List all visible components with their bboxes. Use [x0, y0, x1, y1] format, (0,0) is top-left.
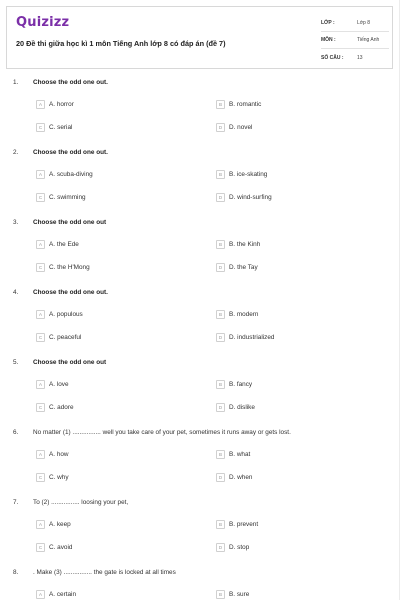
option-label: D. dislike	[229, 403, 255, 411]
option-letter-box: B	[216, 450, 225, 459]
answer-option-b[interactable]	[216, 379, 252, 389]
option-letter-box: B	[216, 170, 225, 179]
answer-option-d[interactable]	[216, 402, 255, 412]
question-number: 7.	[13, 499, 19, 506]
option-label: B. sure	[229, 590, 250, 598]
answer-option-c[interactable]	[36, 402, 74, 412]
answer-option-d[interactable]	[216, 192, 272, 202]
answer-option-a[interactable]	[36, 449, 69, 459]
option-label: A. the Ede	[49, 240, 79, 248]
option-label: C. avoid	[49, 543, 73, 551]
question-number: 5.	[13, 359, 19, 366]
worksheet-header	[6, 6, 393, 69]
answer-option-c[interactable]	[36, 472, 69, 482]
option-letter-box: B	[216, 590, 225, 599]
answer-option-d[interactable]	[216, 332, 274, 342]
question-number: 4.	[13, 289, 19, 296]
meta-value: 13	[357, 54, 363, 61]
question-text: Choose the odd one out	[33, 359, 107, 366]
question-number: 3.	[13, 219, 19, 226]
option-letter-box: B	[216, 100, 225, 109]
worksheet-meta	[321, 15, 389, 66]
answer-option-d[interactable]	[216, 262, 258, 272]
answer-option-b[interactable]	[216, 239, 260, 249]
answer-option-b[interactable]	[216, 589, 249, 599]
option-letter-box: D	[216, 123, 225, 132]
meta-key: SỐ CÂU :	[321, 54, 344, 61]
meta-class	[321, 15, 389, 32]
question-number: 1.	[13, 79, 19, 86]
question-text: . Make (3) ................ the gate is locked at all times	[33, 569, 176, 576]
option-label: C. serial	[49, 123, 73, 131]
option-label: B. romantic	[229, 100, 262, 108]
answer-option-c[interactable]	[36, 122, 72, 132]
meta-subject	[321, 32, 389, 49]
question-text: No matter (1) ................ well you take care of your pet, sometimes it runs away or gets lost.	[33, 429, 291, 436]
option-letter-box: D	[216, 333, 225, 342]
option-letter-box: D	[216, 263, 225, 272]
answer-option-a[interactable]	[36, 519, 71, 529]
option-label: D. stop	[229, 543, 250, 551]
option-label: B. the Kinh	[229, 240, 261, 248]
option-letter-box: C	[36, 193, 45, 202]
option-letter-box: B	[216, 520, 225, 529]
option-letter-box: D	[216, 543, 225, 552]
option-label: D. industrialized	[229, 333, 275, 341]
option-letter-box: A	[36, 240, 45, 249]
answer-option-b[interactable]	[216, 519, 258, 529]
meta-question-count	[321, 49, 389, 66]
option-label: C. the H'Mong	[49, 263, 90, 271]
option-label: B. what	[229, 450, 251, 458]
question-text: Choose the odd one out.	[33, 149, 108, 156]
answer-option-a[interactable]	[36, 99, 74, 109]
option-letter-box: C	[36, 123, 45, 132]
question-text: Choose the odd one out	[33, 219, 107, 226]
option-label: C. why	[49, 473, 69, 481]
question-2	[0, 144, 400, 214]
answer-option-a[interactable]	[36, 239, 79, 249]
option-label: A. love	[49, 380, 69, 388]
question-text: Choose the odd one out.	[33, 79, 108, 86]
option-label: D. wind-surfing	[229, 193, 272, 201]
option-letter-box: A	[36, 450, 45, 459]
question-5	[0, 354, 400, 424]
option-label: A. how	[49, 450, 69, 458]
meta-key: LỚP :	[321, 20, 335, 26]
meta-value: Lớp 8	[357, 20, 371, 26]
option-label: B. modern	[229, 310, 259, 318]
option-letter-box: A	[36, 170, 45, 179]
answer-option-b[interactable]	[216, 99, 261, 109]
option-label: C. adore	[49, 403, 74, 411]
answer-option-a[interactable]	[36, 589, 76, 599]
answer-option-d[interactable]	[216, 122, 252, 132]
option-letter-box: D	[216, 403, 225, 412]
option-letter-box: A	[36, 380, 45, 389]
option-label: B. fancy	[229, 380, 253, 388]
question-1	[0, 74, 400, 144]
option-letter-box: C	[36, 473, 45, 482]
option-label: C. peaceful	[49, 333, 82, 341]
option-letter-box: B	[216, 240, 225, 249]
option-label: A. keep	[49, 520, 71, 528]
option-letter-box: C	[36, 403, 45, 412]
option-label: D. novel	[229, 123, 253, 131]
answer-option-a[interactable]	[36, 169, 93, 179]
answer-option-c[interactable]	[36, 332, 81, 342]
question-3	[0, 214, 400, 284]
option-label: A. scuba-diving	[49, 170, 93, 178]
option-label: A. horror	[49, 100, 74, 108]
answer-option-c[interactable]	[36, 262, 90, 272]
option-label: A. certain	[49, 590, 76, 598]
meta-key: MÔN :	[321, 37, 336, 43]
answer-option-d[interactable]	[216, 542, 249, 552]
answer-option-b[interactable]	[216, 449, 250, 459]
answer-option-c[interactable]	[36, 542, 72, 552]
question-number: 6.	[13, 429, 19, 436]
option-letter-box: D	[216, 473, 225, 482]
answer-option-c[interactable]	[36, 192, 86, 202]
option-letter-box: C	[36, 333, 45, 342]
answer-option-b[interactable]	[216, 309, 258, 319]
option-letter-box: B	[216, 310, 225, 319]
question-4	[0, 284, 400, 354]
option-letter-box: D	[216, 193, 225, 202]
quizizz-logo: Quizizz	[16, 15, 70, 30]
question-8	[0, 564, 400, 600]
meta-value: Tiếng Anh	[357, 37, 380, 43]
option-letter-box: C	[36, 263, 45, 272]
option-label: D. the Tay	[229, 263, 258, 271]
option-label: C. swimming	[49, 193, 86, 201]
question-text: Choose the odd one out.	[33, 289, 108, 296]
question-7	[0, 494, 400, 564]
option-letter-box: A	[36, 310, 45, 319]
option-label: B. ice-skating	[229, 170, 268, 178]
answer-option-a[interactable]	[36, 379, 69, 389]
option-label: A. populous	[49, 310, 83, 318]
answer-option-b[interactable]	[216, 169, 267, 179]
worksheet-title: 20 Đề thi giữa học kì 1 môn Tiếng Anh lớp 8 có đáp án (đề 7)	[16, 39, 226, 48]
answer-option-d[interactable]	[216, 472, 252, 482]
option-letter-box: C	[36, 543, 45, 552]
question-6	[0, 424, 400, 494]
question-number: 2.	[13, 149, 19, 156]
option-letter-box: B	[216, 380, 225, 389]
question-text: To (2) ................ loosing your pet,	[33, 499, 129, 506]
option-letter-box: A	[36, 520, 45, 529]
question-number: 8.	[13, 569, 19, 576]
option-letter-box: A	[36, 590, 45, 599]
option-label: D. when	[229, 473, 253, 481]
option-letter-box: A	[36, 100, 45, 109]
answer-option-a[interactable]	[36, 309, 83, 319]
option-label: B. prevent	[229, 520, 259, 528]
